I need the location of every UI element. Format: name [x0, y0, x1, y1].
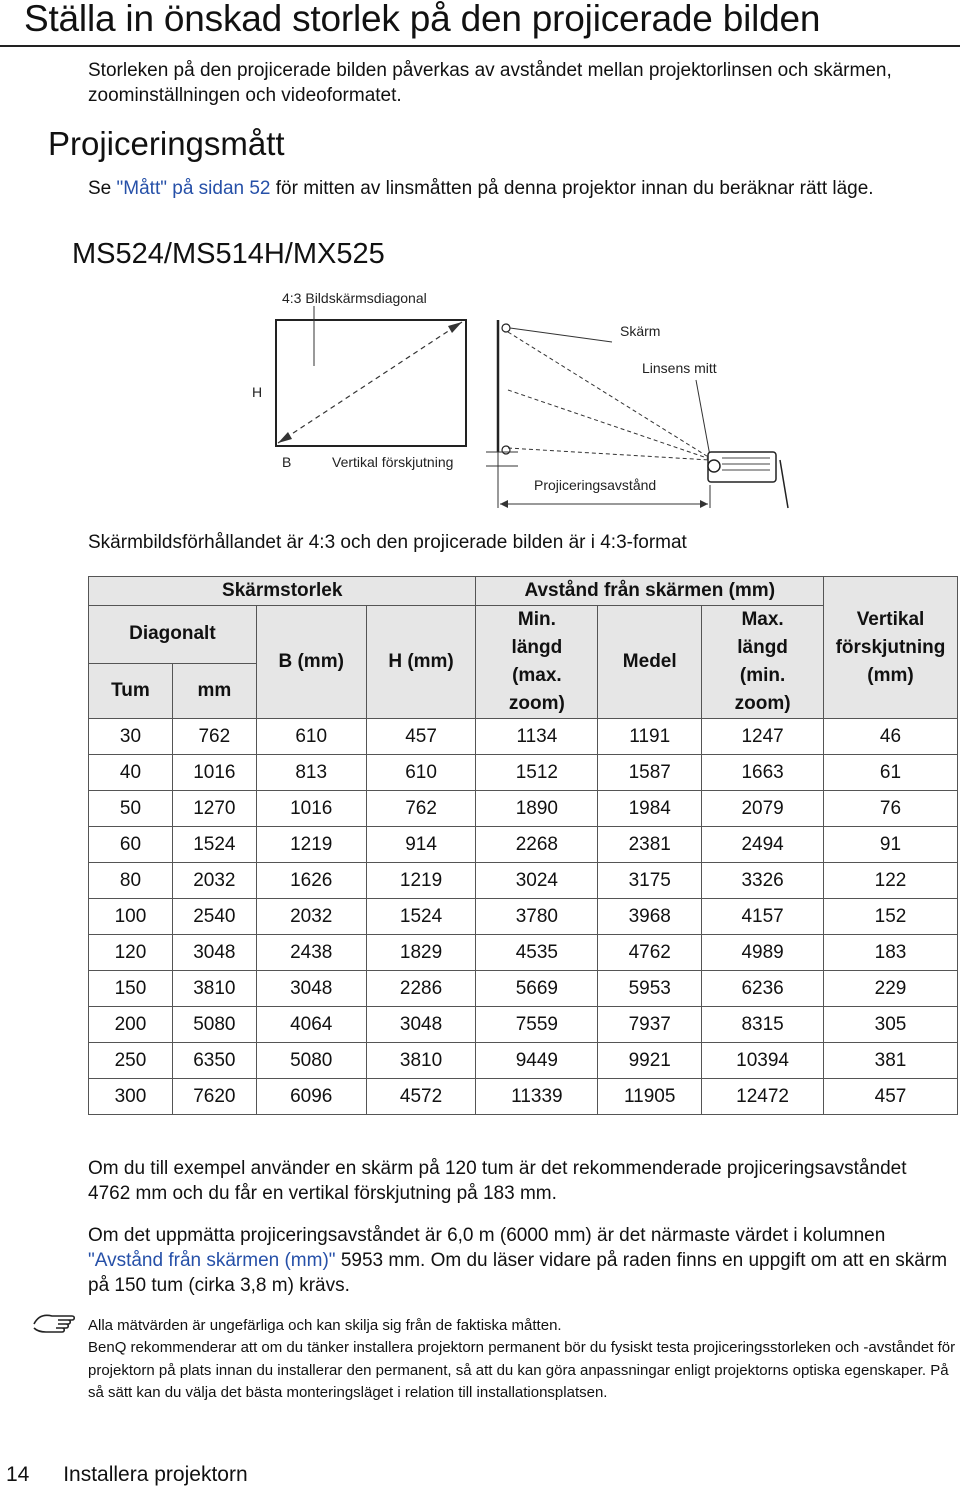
b-label: B [282, 454, 292, 470]
table-cell: 762 [366, 791, 476, 827]
beam-top [508, 332, 710, 458]
table-row [89, 899, 958, 935]
table-cell: 2438 [256, 935, 366, 971]
table-cell: 305 [824, 1007, 958, 1043]
table-cell: 457 [366, 719, 476, 755]
table-row [89, 1079, 958, 1115]
table-cell: 229 [824, 971, 958, 1007]
table-cell: 8315 [702, 1007, 824, 1043]
screen-leader [510, 328, 612, 342]
diagonal-arrow-start [278, 432, 292, 443]
table-cell: 3780 [476, 899, 598, 935]
table-cell: 1219 [256, 827, 366, 863]
table-cell: 3810 [172, 971, 256, 1007]
table-row [89, 827, 958, 863]
table-cell: 4572 [366, 1079, 476, 1115]
table-cell: 2540 [172, 899, 256, 935]
distance-column-link[interactable]: "Avstånd från skärmen (mm)" [88, 1250, 336, 1271]
header-distance: Avstånd från skärmen (mm) [476, 577, 824, 606]
table-row [89, 863, 958, 899]
table-cell: 1016 [256, 791, 366, 827]
table-cell: 813 [256, 755, 366, 791]
table-cell: 4535 [476, 935, 598, 971]
table-cell: 1587 [598, 755, 702, 791]
table-cell: 9449 [476, 1043, 598, 1079]
table-cell: 1829 [366, 935, 476, 971]
page-number: 14 [6, 1463, 30, 1486]
table-cell: 610 [366, 755, 476, 791]
example-paragraph-2: Om det uppmätta projiceringsavståndet är 6,0 m (6000 mm) är det närmaste värdet i kolumnen "Avstånd från skärmen (mm)" 5953 mm. Om du läser vidare på raden finns en uppgift om att en skärm på 150 tum (cirka 3,8 m) krävs. [88, 1225, 948, 1296]
table-cell: 3175 [598, 863, 702, 899]
table-cell: 2032 [256, 899, 366, 935]
table-cell: 80 [89, 863, 173, 899]
table-cell: 610 [256, 719, 366, 755]
table-cell: 4989 [702, 935, 824, 971]
lens-leader [696, 380, 710, 456]
table-cell: 1663 [702, 755, 824, 791]
table-cell: 61 [824, 755, 958, 791]
table-cell: 457 [824, 1079, 958, 1115]
table-cell: 4157 [702, 899, 824, 935]
table-cell: 1890 [476, 791, 598, 827]
header-medel: Medel [598, 606, 702, 719]
table-cell: 250 [89, 1043, 173, 1079]
table-cell: 1524 [172, 827, 256, 863]
projector-lens [708, 460, 720, 472]
table-cell: 3024 [476, 863, 598, 899]
table-cell: 200 [89, 1007, 173, 1043]
table-cell: 40 [89, 755, 173, 791]
footer-section: Installera projektorn [63, 1463, 248, 1486]
screen-label: Skärm [620, 323, 661, 339]
header-mm: mm [172, 663, 256, 719]
table-cell: 9921 [598, 1043, 702, 1079]
projection-diagram [240, 280, 800, 515]
section-text: Se "Mått" på sidan 52 för mitten av linsmåtten på denna projektor innan du beräknar rätt läge. [88, 178, 874, 199]
screen-rectangle [276, 320, 466, 446]
diagonal-line [278, 322, 462, 443]
section-heading: Projiceringsmått [48, 125, 285, 162]
beam-bottom [508, 448, 710, 460]
table-row [89, 1043, 958, 1079]
table-cell: 11905 [598, 1079, 702, 1115]
table-cell: 1191 [598, 719, 702, 755]
page-title: Ställa in önskad storlek på den projicerade bilden [24, 0, 821, 39]
table-caption: Skärmbildsförhållandet är 4:3 och den projicerade bilden är i 4:3-format [88, 532, 687, 553]
table-row [89, 1007, 958, 1043]
table-cell: 150 [89, 971, 173, 1007]
table-cell: 12472 [702, 1079, 824, 1115]
table-cell: 1134 [476, 719, 598, 755]
example-paragraph-1: Om du till exempel använder en skärm på 120 tum är det rekommenderade projiceringsavståndet 4762 mm och du får en vertikal förskjutning på 183 mm. [88, 1158, 907, 1204]
header-diagonal: Diagonalt [89, 606, 257, 664]
header-h: H (mm) [366, 606, 476, 719]
table-cell: 3048 [366, 1007, 476, 1043]
h-label: H [252, 384, 263, 400]
floor-edge [780, 460, 788, 508]
table-row [89, 971, 958, 1007]
distance-label: Projiceringsavstånd [534, 477, 657, 493]
note-accuracy: Alla mätvärden är ungefärliga och kan skilja sig från de faktiska måtten. [88, 1317, 562, 1334]
note-recommendation: BenQ rekommenderar att om du tänker installera projektorn permanent bör du fysiskt testa projiceringsstorleken och -avståndet för projektorn på plats innan du installerar den permanent, så att du kan göra anpassningar enligt projektorns optiska egenskaper. På så sätt kan du välja det bästa monteringsläget i relation till installationsplatsen. [88, 1339, 956, 1401]
table-cell: 914 [366, 827, 476, 863]
table-cell: 1247 [702, 719, 824, 755]
table-cell: 2079 [702, 791, 824, 827]
table-cell: 5080 [256, 1043, 366, 1079]
table-cell: 6236 [702, 971, 824, 1007]
table-cell: 4064 [256, 1007, 366, 1043]
table-cell: 152 [824, 899, 958, 935]
table-cell: 4762 [598, 935, 702, 971]
table-cell: 30 [89, 719, 173, 755]
title-underline [0, 45, 960, 47]
header-offset: Vertikal förskjutning (mm) [824, 577, 958, 719]
header-inch: Tum [89, 663, 173, 719]
table-cell: 1626 [256, 863, 366, 899]
table-cell: 5669 [476, 971, 598, 1007]
table-cell: 7937 [598, 1007, 702, 1043]
table-cell: 3968 [598, 899, 702, 935]
dimensions-link[interactable]: "Mått" på sidan 52 [116, 178, 271, 199]
table-cell: 1524 [366, 899, 476, 935]
table-cell: 60 [89, 827, 173, 863]
screen-bottom-bracket [502, 446, 510, 454]
table-cell: 300 [89, 1079, 173, 1115]
page-footer [6, 1463, 276, 1487]
table-row [89, 935, 958, 971]
table-cell: 5953 [598, 971, 702, 1007]
table-cell: 6096 [256, 1079, 366, 1115]
header-min: Min. längd (max. zoom) [476, 606, 598, 719]
table-cell: 6350 [172, 1043, 256, 1079]
table-cell: 50 [89, 791, 173, 827]
table-cell: 2032 [172, 863, 256, 899]
note-block [88, 1315, 958, 1404]
screen-top-bracket [502, 324, 510, 332]
table-cell: 7620 [172, 1079, 256, 1115]
table-cell: 381 [824, 1043, 958, 1079]
table-cell: 3810 [366, 1043, 476, 1079]
table-row [89, 755, 958, 791]
diagonal-label: 4:3 Bildskärmsdiagonal [282, 290, 427, 306]
header-b: B (mm) [256, 606, 366, 719]
table-cell: 2286 [366, 971, 476, 1007]
model-heading: MS524/MS514H/MX525 [72, 238, 385, 270]
table-cell: 2268 [476, 827, 598, 863]
table-cell: 11339 [476, 1079, 598, 1115]
header-screen-size: Skärmstorlek [89, 577, 476, 606]
table-cell: 5080 [172, 1007, 256, 1043]
table-cell: 2494 [702, 827, 824, 863]
table-cell: 1984 [598, 791, 702, 827]
table-cell: 3048 [172, 935, 256, 971]
lens-label: Linsens mitt [642, 360, 717, 376]
table-cell: 76 [824, 791, 958, 827]
table-cell: 1512 [476, 755, 598, 791]
table-cell: 7559 [476, 1007, 598, 1043]
table-cell: 10394 [702, 1043, 824, 1079]
offset-label: Vertikal förskjutning [332, 454, 454, 470]
beam-center [508, 390, 710, 459]
table-cell: 91 [824, 827, 958, 863]
intro-text: Storleken på den projicerade bilden påverkas av avståndet mellan projektorlinsen och skärmen, zoominställningen och videoformatet. [88, 60, 892, 106]
table-cell: 1219 [366, 863, 476, 899]
note-hand-icon [32, 1310, 78, 1336]
table-cell: 1270 [172, 791, 256, 827]
diagonal-arrow-end [448, 322, 462, 333]
table-row [89, 791, 958, 827]
table-cell: 3048 [256, 971, 366, 1007]
table-cell: 120 [89, 935, 173, 971]
projection-table [88, 576, 958, 1115]
table-cell: 762 [172, 719, 256, 755]
table-cell: 1016 [172, 755, 256, 791]
table-row [89, 719, 958, 755]
table-cell: 46 [824, 719, 958, 755]
header-max: Max. längd (min. zoom) [702, 606, 824, 719]
table-cell: 2381 [598, 827, 702, 863]
table-cell: 3326 [702, 863, 824, 899]
table-cell: 183 [824, 935, 958, 971]
table-cell: 122 [824, 863, 958, 899]
table-cell: 100 [89, 899, 173, 935]
